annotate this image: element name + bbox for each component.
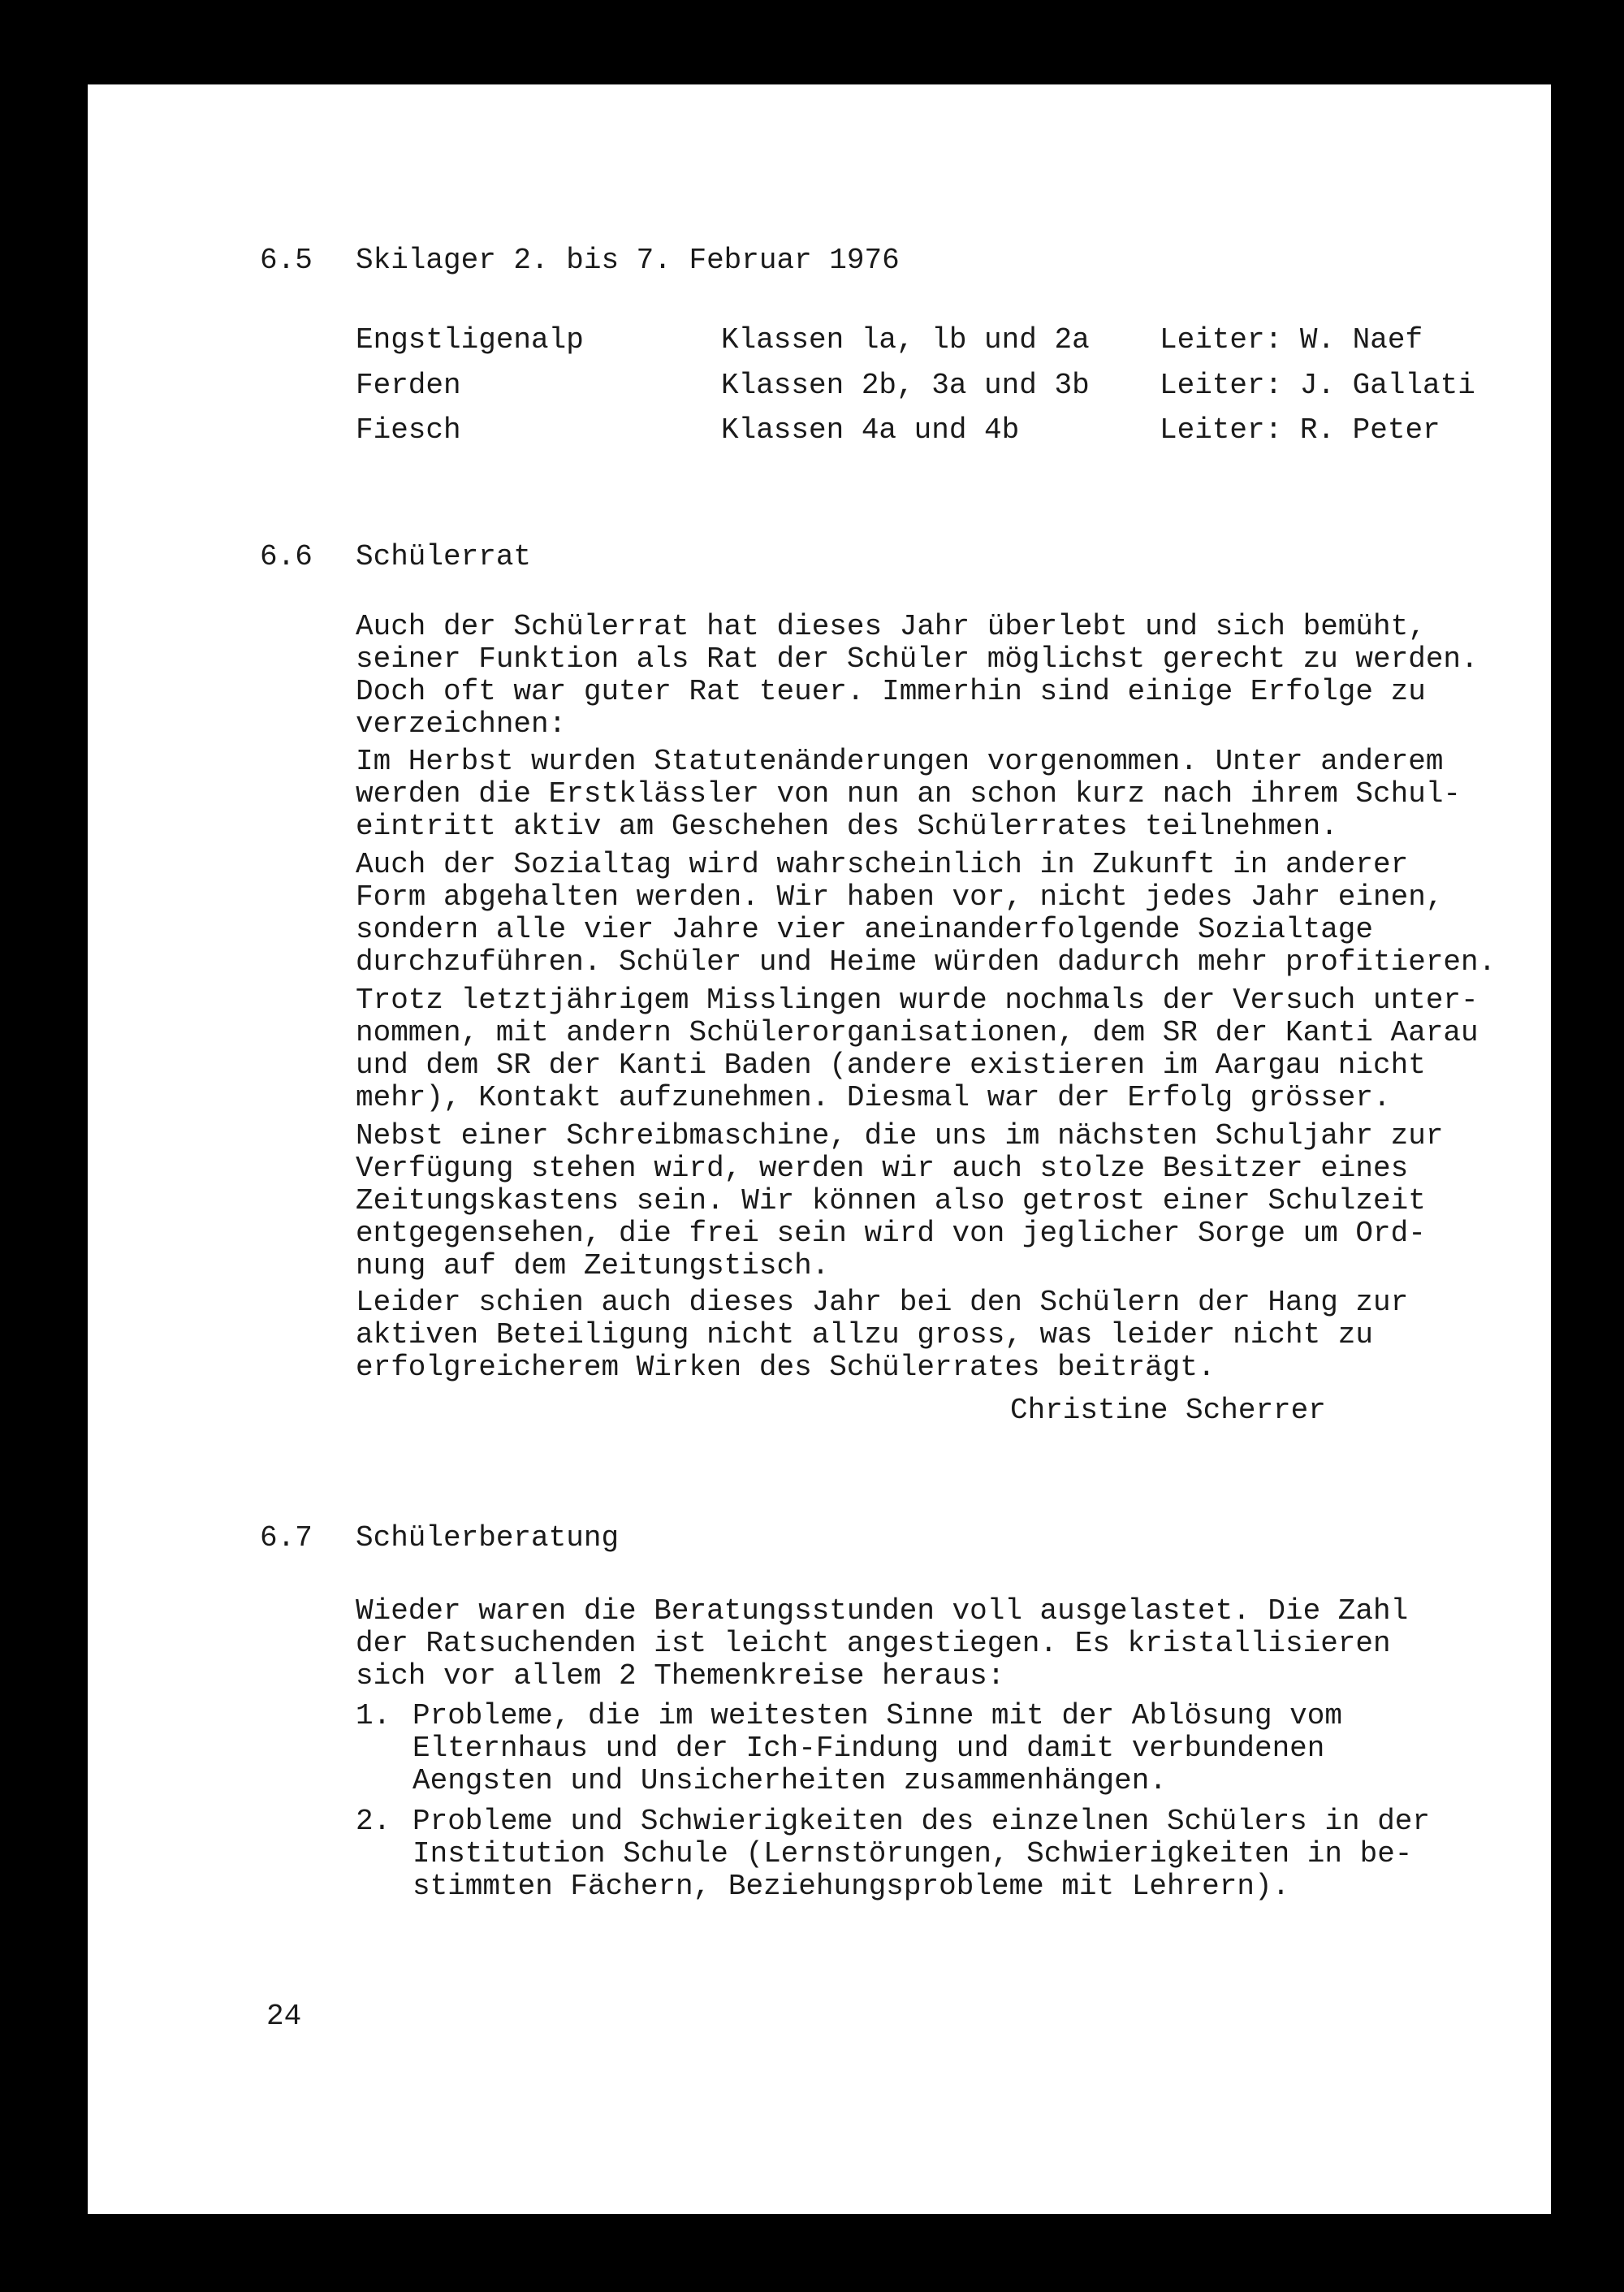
- text-line: erfolgreicherem Wirken des Schülerrates beiträgt.: [356, 1351, 1216, 1384]
- section-6-5-number: 6.5: [260, 244, 313, 277]
- text-line: stimmten Fächern, Beziehungsprobleme mit Lehrern).: [412, 1870, 1290, 1903]
- student-council-paragraph: [356, 746, 1557, 843]
- list-marker: 1.: [356, 1699, 391, 1732]
- student-council-paragraph: [356, 984, 1557, 1114]
- author-signature: Christine Scherrer: [1010, 1394, 1326, 1427]
- ski-camp-classes: Klassen 2b, 3a und 3b: [721, 369, 1090, 402]
- ski-camp-leader: Leiter: R. Peter: [1160, 413, 1440, 447]
- student-council-paragraph: [356, 849, 1557, 979]
- text-line: nung auf dem Zeitungstisch.: [356, 1249, 830, 1282]
- list-item-text: [412, 1805, 1430, 1903]
- student-council-paragraph: [356, 1287, 1557, 1384]
- text-line: entgegensehen, die frei sein wird von jeglicher Sorge um Ord-: [356, 1217, 1426, 1250]
- ski-camp-leader: Leiter: J. Gallati: [1160, 369, 1475, 402]
- ski-camp-place: Engstligenalp: [356, 323, 584, 357]
- document-page: [88, 84, 1551, 2214]
- ski-camp-leader: Leiter: W. Naef: [1160, 323, 1423, 357]
- text-line: Wieder waren die Beratungsstunden voll ausgelastet. Die Zahl: [356, 1594, 1409, 1628]
- text-line: Nebst einer Schreibmaschine, die uns im nächsten Schuljahr zur: [356, 1119, 1444, 1152]
- text-line: verzeichnen:: [356, 707, 567, 741]
- ski-camp-row: [356, 323, 1574, 364]
- section-6-5-title: Skilager 2. bis 7. Februar 1976: [356, 244, 900, 277]
- ski-camp-place: Fiesch: [356, 413, 461, 447]
- text-line: aktiven Beteiligung nicht allzu gross, was leider nicht zu: [356, 1318, 1374, 1351]
- text-line: Institution Schule (Lernstörungen, Schwierigkeiten in be-: [412, 1837, 1413, 1870]
- list-item-text: [412, 1700, 1342, 1797]
- document-body: [88, 84, 1551, 2214]
- text-line: Doch oft war guter Rat teuer. Immerhin sind einige Erfolge zu: [356, 675, 1426, 708]
- student-council-paragraph: [356, 611, 1557, 741]
- text-line: Aengsten und Unsicherheiten zusammenhängen.: [412, 1764, 1167, 1797]
- text-line: werden die Erstklässler von nun an schon kurz nach ihrem Schul-: [356, 777, 1462, 811]
- section-6-7-title: Schülerberatung: [356, 1521, 620, 1555]
- text-line: Verfügung stehen wird, werden wir auch stolze Besitzer eines: [356, 1152, 1409, 1185]
- ski-camp-row: [356, 369, 1574, 409]
- section-6-6-title: Schülerrat: [356, 540, 532, 573]
- text-line: seiner Funktion als Rat der Schüler möglichst gerecht zu werden.: [356, 642, 1479, 676]
- counseling-intro: [356, 1595, 1557, 1693]
- ski-camp-classes: Klassen la, lb und 2a: [721, 323, 1090, 357]
- text-line: Trotz letztjährigem Misslingen wurde nochmals der Versuch unter-: [356, 984, 1479, 1017]
- text-line: Auch der Sozialtag wird wahrscheinlich in Zukunft in anderer: [356, 848, 1409, 881]
- text-line: Form abgehalten werden. Wir haben vor, nicht jedes Jahr einen,: [356, 880, 1444, 914]
- text-line: Probleme und Schwierigkeiten des einzelnen Schülers in der: [412, 1805, 1431, 1838]
- page-number: 24: [266, 2000, 302, 2033]
- text-line: eintritt aktiv am Geschehen des Schülerrates teilnehmen.: [356, 810, 1338, 843]
- list-marker: 2.: [356, 1805, 391, 1838]
- text-line: sich vor allem 2 Themenkreise heraus:: [356, 1659, 1005, 1693]
- text-line: mehr), Kontakt aufzunehmen. Diesmal war der Erfolg grösser.: [356, 1081, 1391, 1114]
- text-line: Im Herbst wurden Statutenänderungen vorgenommen. Unter anderem: [356, 745, 1444, 778]
- text-line: Elternhaus und der Ich-Findung und damit verbundenen: [412, 1732, 1325, 1765]
- text-line: Auch der Schülerrat hat dieses Jahr überlebt und sich bemüht,: [356, 610, 1426, 643]
- text-line: durchzuführen. Schüler und Heime würden dadurch mehr profitieren.: [356, 945, 1497, 979]
- text-line: und dem SR der Kanti Baden (andere existieren im Aargau nicht: [356, 1049, 1426, 1082]
- text-line: sondern alle vier Jahre vier aneinanderfolgende Sozialtage: [356, 913, 1374, 946]
- section-6-7-number: 6.7: [260, 1521, 313, 1555]
- text-line: der Ratsuchenden ist leicht angestiegen. Es kristallisieren: [356, 1627, 1391, 1660]
- ski-camp-classes: Klassen 4a und 4b: [721, 413, 1020, 447]
- ski-camp-place: Ferden: [356, 369, 461, 402]
- section-6-6-number: 6.6: [260, 540, 313, 573]
- student-council-paragraph: [356, 1120, 1557, 1282]
- text-line: Leider schien auch dieses Jahr bei den Schülern der Hang zur: [356, 1286, 1409, 1319]
- ski-camp-row: [356, 413, 1574, 454]
- text-line: nommen, mit andern Schülerorganisationen, dem SR der Kanti Aarau: [356, 1016, 1479, 1049]
- text-line: Zeitungskastens sein. Wir können also getrost einer Schulzeit: [356, 1184, 1426, 1217]
- text-line: Probleme, die im weitesten Sinne mit der Ablösung vom: [412, 1699, 1342, 1732]
